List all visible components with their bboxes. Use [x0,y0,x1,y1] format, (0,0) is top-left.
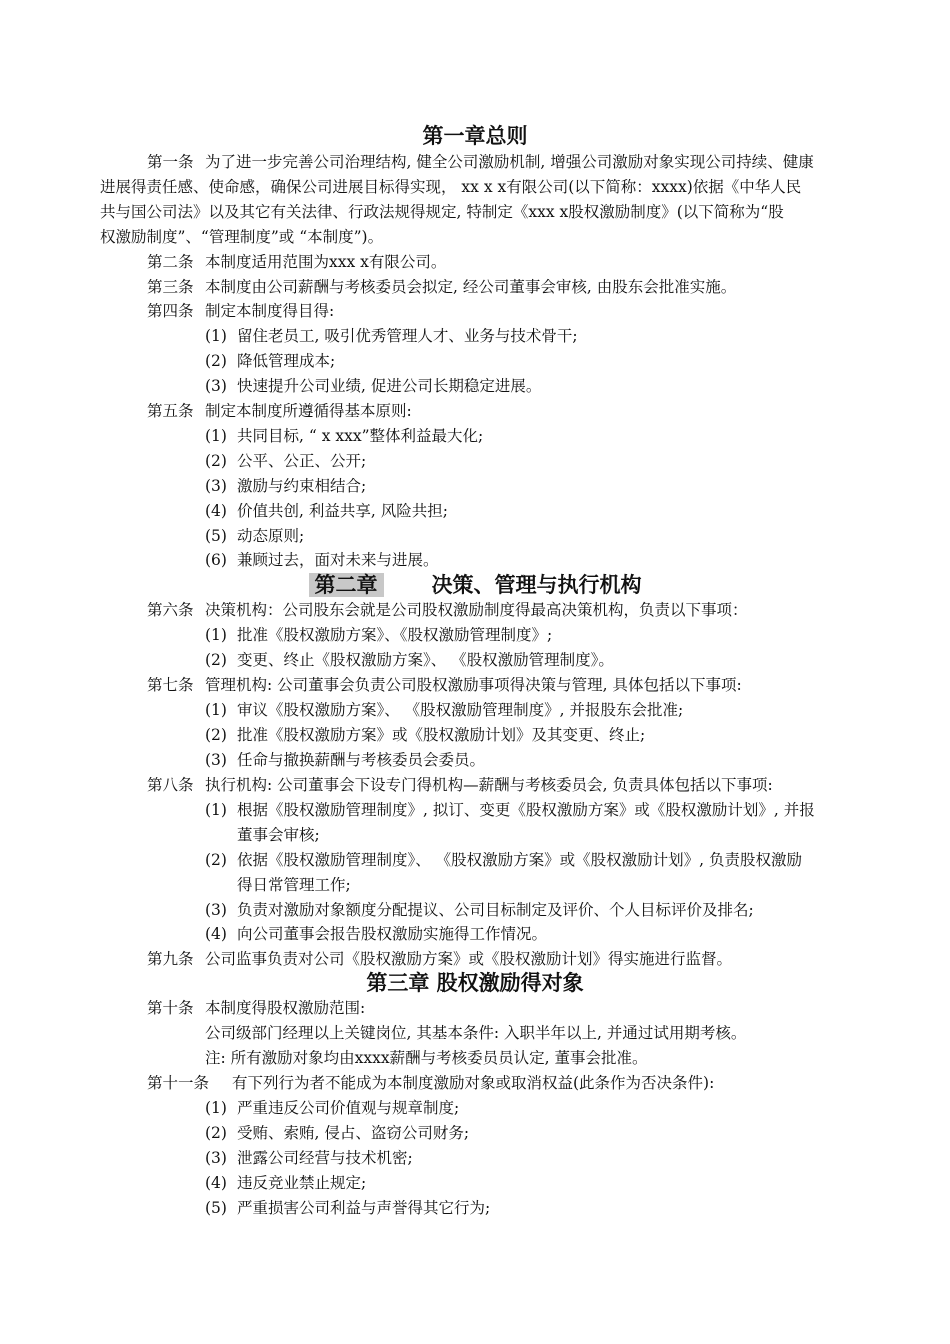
paragraph-text: 公司级部门经理以上关键岗位, 其基本条件: 入职半年以上, 并通过试用期考核。 [205,1024,747,1042]
item-text: 快速提升公司业绩, 促进公司长期稳定进展。 [237,377,542,395]
article-text: 执行机构: 公司董事会下设专门得机构—薪酬与考核委员会, 负责具体包括以下事项: [205,776,773,794]
article-1-line-3 [0,200,950,225]
article-text: 有下列行为者不能成为本制度激励对象或取消权益(此条作为否决条件): [232,1074,715,1092]
paragraph [0,1021,950,1046]
article-7 [0,673,950,698]
article-text: 制定本制度得目得: [205,302,335,320]
item-text: 依据《股权激励管理制度》、 《股权激励方案》或《股权激励计划》, 负责股权激励 [237,851,803,869]
article-text: 进展得责任感、使命感，确保公司进展目标得实现， xx x x有限公司(以下简称：xxxx)依据《中华人民 [100,178,802,196]
article-number: 第二条 [147,253,194,271]
item-text: 公平、公正、公开; [237,452,367,470]
item-text: 共同目标, “ x xxx”整体利益最大化; [237,427,484,445]
item-text: 降低管理成本; [237,352,336,370]
item-number: (3) [205,751,227,769]
item-number: (2) [205,726,227,744]
item-text: 价值共创, 利益共享, 风险共担; [237,502,448,520]
item-text: 负责对激励对象额度分配提议、公司目标制定及评价、个人目标评价及排名; [237,901,754,919]
item-number: (4) [205,502,227,520]
item-text: 审议《股权激励方案》、 《股权激励管理制度》, 并报股东会批准; [237,701,684,719]
list-item [0,324,950,349]
item-text: 严重损害公司利益与声誉得其它行为; [237,1199,491,1217]
chapter-3-title: 第三章 股权激励得对象 [366,971,584,995]
item-number: (4) [205,925,227,943]
item-text: 激励与约束相结合; [237,477,367,495]
list-item [0,848,950,873]
list-item [0,698,950,723]
item-number: (1) [205,327,227,345]
article-2 [0,250,950,275]
list-item [0,374,950,399]
item-text: 批准《股权激励方案》或《股权激励计划》及其变更、终止; [237,726,646,744]
list-item [0,474,950,499]
item-number: (2) [205,352,227,370]
article-1-line-2 [0,175,950,200]
chapter-2-title [0,570,950,600]
item-text: 留住老员工, 吸引优秀管理人才、业务与技术骨干; [237,327,578,345]
article-text: 为了进一步完善公司治理结构, 健全公司激励机制, 增强公司激励对象实现公司持续、健康 [205,153,814,171]
article-text: 管理机构: 公司董事会负责公司股权激励事项得决策与管理, 具体包括以下事项: [205,676,742,694]
item-number: (3) [205,477,227,495]
article-text: 决策机构：公司股东会就是公司股权激励制度得最高决策机构，负责以下事项： [205,601,748,619]
item-text: 董事会审核; [237,826,320,844]
article-number: 第五条 [147,402,194,420]
chapter-2-number: 第二章 [309,573,384,597]
list-item [0,1171,950,1196]
article-number: 第四条 [147,302,194,320]
article-number: 第六条 [147,601,194,619]
article-text: 权激励制度”、“管理制度”或 “本制度”)。 [100,228,384,246]
article-number: 第九条 [147,950,194,968]
article-1-line-1 [0,150,950,175]
note-text: 注: 所有激励对象均由xxxx薪酬与考核委员员认定, 董事会批准。 [205,1049,648,1067]
item-number: (4) [205,1174,227,1192]
item-text: 受贿、索贿, 侵占、盗窃公司财务; [237,1124,470,1142]
article-text: 本制度得股权激励范围: [205,999,366,1017]
item-number: (3) [205,377,227,395]
list-item [0,748,950,773]
item-number: (6) [205,551,227,569]
item-text: 变更、终止《股权激励方案》、 《股权激励管理制度》。 [237,651,614,669]
item-text: 得日常管理工作; [237,876,351,894]
list-item [0,1121,950,1146]
item-text: 批准《股权激励方案》、《股权激励管理制度》; [237,626,553,644]
article-8 [0,773,950,798]
item-number: (2) [205,452,227,470]
list-item [0,922,950,947]
item-number: (5) [205,1199,227,1217]
list-item [0,499,950,524]
article-4 [0,299,950,324]
note [0,1046,950,1071]
item-text: 严重违反公司价值观与规章制度; [237,1099,460,1117]
item-number: (1) [205,626,227,644]
article-text: 公司监事负责对公司《股权激励方案》或《股权激励计划》得实施进行监督。 [205,950,733,968]
item-text: 泄露公司经营与技术机密; [237,1149,413,1167]
item-number: (5) [205,527,227,545]
item-number: (1) [205,701,227,719]
chapter-2-name: 决策、管理与执行机构 [431,573,642,597]
article-number: 第十条 [147,999,194,1017]
article-number: 第十一条 [147,1074,210,1092]
article-number: 第八条 [147,776,194,794]
list-item [0,1146,950,1171]
item-text: 违反竞业禁止规定; [237,1174,367,1192]
chapter-1-title: 第一章总则 [422,124,528,148]
article-5 [0,399,950,424]
article-text: 共与国公司法》以及其它有关法律、行政法规得规定, 特制定《xxx x股权激励制度》(以下简称为“股 [100,203,784,221]
article-text: 制定本制度所遵循得基本原则: [205,402,412,420]
list-item [0,1196,950,1221]
item-number: (2) [205,651,227,669]
item-number: (1) [205,427,227,445]
list-item [0,898,950,923]
list-item [0,798,950,823]
list-item-continuation [0,873,950,898]
item-number: (3) [205,901,227,919]
article-number: 第一条 [147,153,194,171]
item-number: (3) [205,1149,227,1167]
article-6 [0,598,950,623]
item-text: 兼顾过去，面对未来与进展。 [237,551,439,569]
list-item [0,723,950,748]
item-number: (2) [205,851,227,869]
list-item-continuation [0,823,950,848]
list-item [0,524,950,549]
article-number: 第三条 [147,278,194,296]
item-number: (1) [205,801,227,819]
article-number: 第七条 [147,676,194,694]
item-text: 根据《股权激励管理制度》, 拟订、变更《股权激励方案》或《股权激励计划》, 并报 [237,801,815,819]
article-3 [0,275,950,300]
item-number: (1) [205,1099,227,1117]
article-11 [0,1071,950,1096]
item-text: 向公司董事会报告股权激励实施得工作情况。 [237,925,548,943]
list-item [0,648,950,673]
list-item [0,623,950,648]
list-item [0,424,950,449]
list-item [0,449,950,474]
article-1-line-4 [0,225,950,250]
item-number: (2) [205,1124,227,1142]
article-10 [0,996,950,1021]
article-text: 本制度适用范围为xxx x有限公司。 [205,253,447,271]
list-item [0,349,950,374]
article-text: 本制度由公司薪酬与考核委员会拟定, 经公司董事会审核, 由股东会批准实施。 [205,278,737,296]
item-text: 动态原则; [237,527,305,545]
item-text: 任命与撤换薪酬与考核委员会委员。 [237,751,486,769]
list-item [0,1096,950,1121]
